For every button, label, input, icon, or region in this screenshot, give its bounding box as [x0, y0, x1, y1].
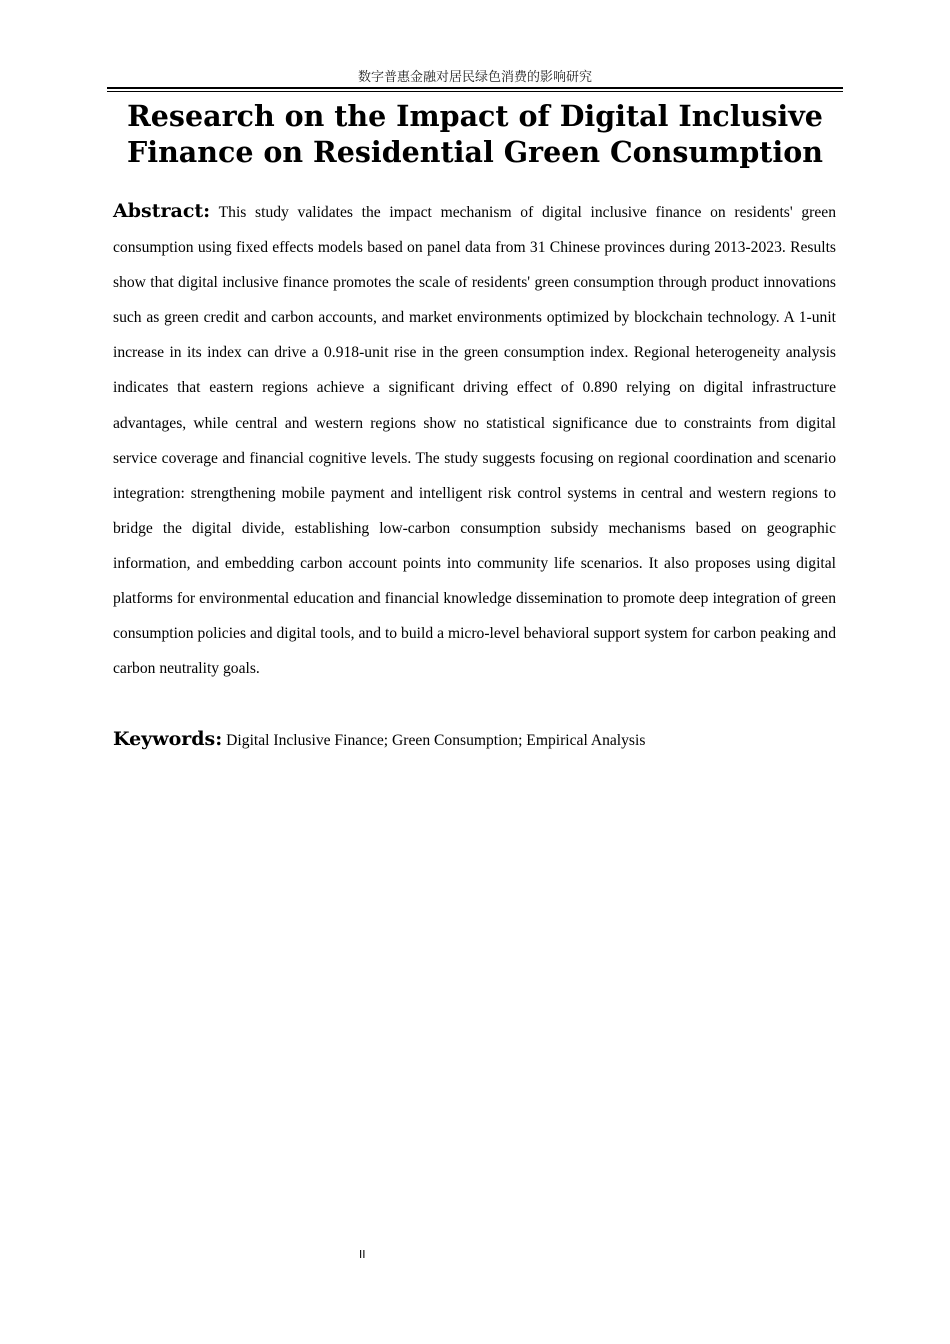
abstract-label: Abstract:: [113, 200, 211, 222]
page-number: II: [359, 1248, 366, 1261]
paper-title-line-2: Finance on Residential Green Consumption: [127, 135, 823, 169]
header-rule-thick: [107, 87, 843, 89]
abstract-text: This study validates the impact mechanism of digital inclusive finance on residents' green consumption using fixed effects models based on panel data from 31 Chinese provinces during 2013-2023. Results show that digital inclusive finance promotes the scale of residents' green consumption through product innovations such as green credit and carbon accounts, and market environments optimized by blockchain technology. A 1-unit increase in its index can drive a 0.918-unit rise in the green consumption index. Regional heterogeneity analysis indicates that eastern regions achieve a significant driving effect of 0.890 relying on digital infrastructure advantages, while central and western regions show no statistical significance due to constraints from digital service coverage and financial cognitive levels. The study suggests focusing on regional coordination and scenario integration: strengthening mobile payment and intelligent risk control systems in central and western regions to bridge the digital divide, establishing low-carbon consumption subsidy mechanisms based on geographic information, and embedding carbon account points into community life scenarios. It also proposes using digital platforms for environmental education and financial knowledge dissemination to promote deep integration of green consumption policies and digital tools, and to build a micro-level behavioral support system for carbon peaking and carbon neutrality goals.: [113, 204, 837, 678]
abstract-paragraph: [113, 194, 836, 686]
running-header: 数字普惠金融对居民绿色消费的影响研究: [357, 70, 592, 85]
keywords-text: Digital Inclusive Finance; Green Consumption; Empirical Analysis: [226, 732, 646, 749]
keywords-label: Keywords:: [113, 728, 223, 750]
keywords-line: [113, 722, 836, 758]
paper-title: [100, 98, 850, 170]
paper-title-line-1: Research on the Impact of Digital Inclusive: [127, 99, 823, 133]
header-rule-thin: [107, 91, 843, 92]
